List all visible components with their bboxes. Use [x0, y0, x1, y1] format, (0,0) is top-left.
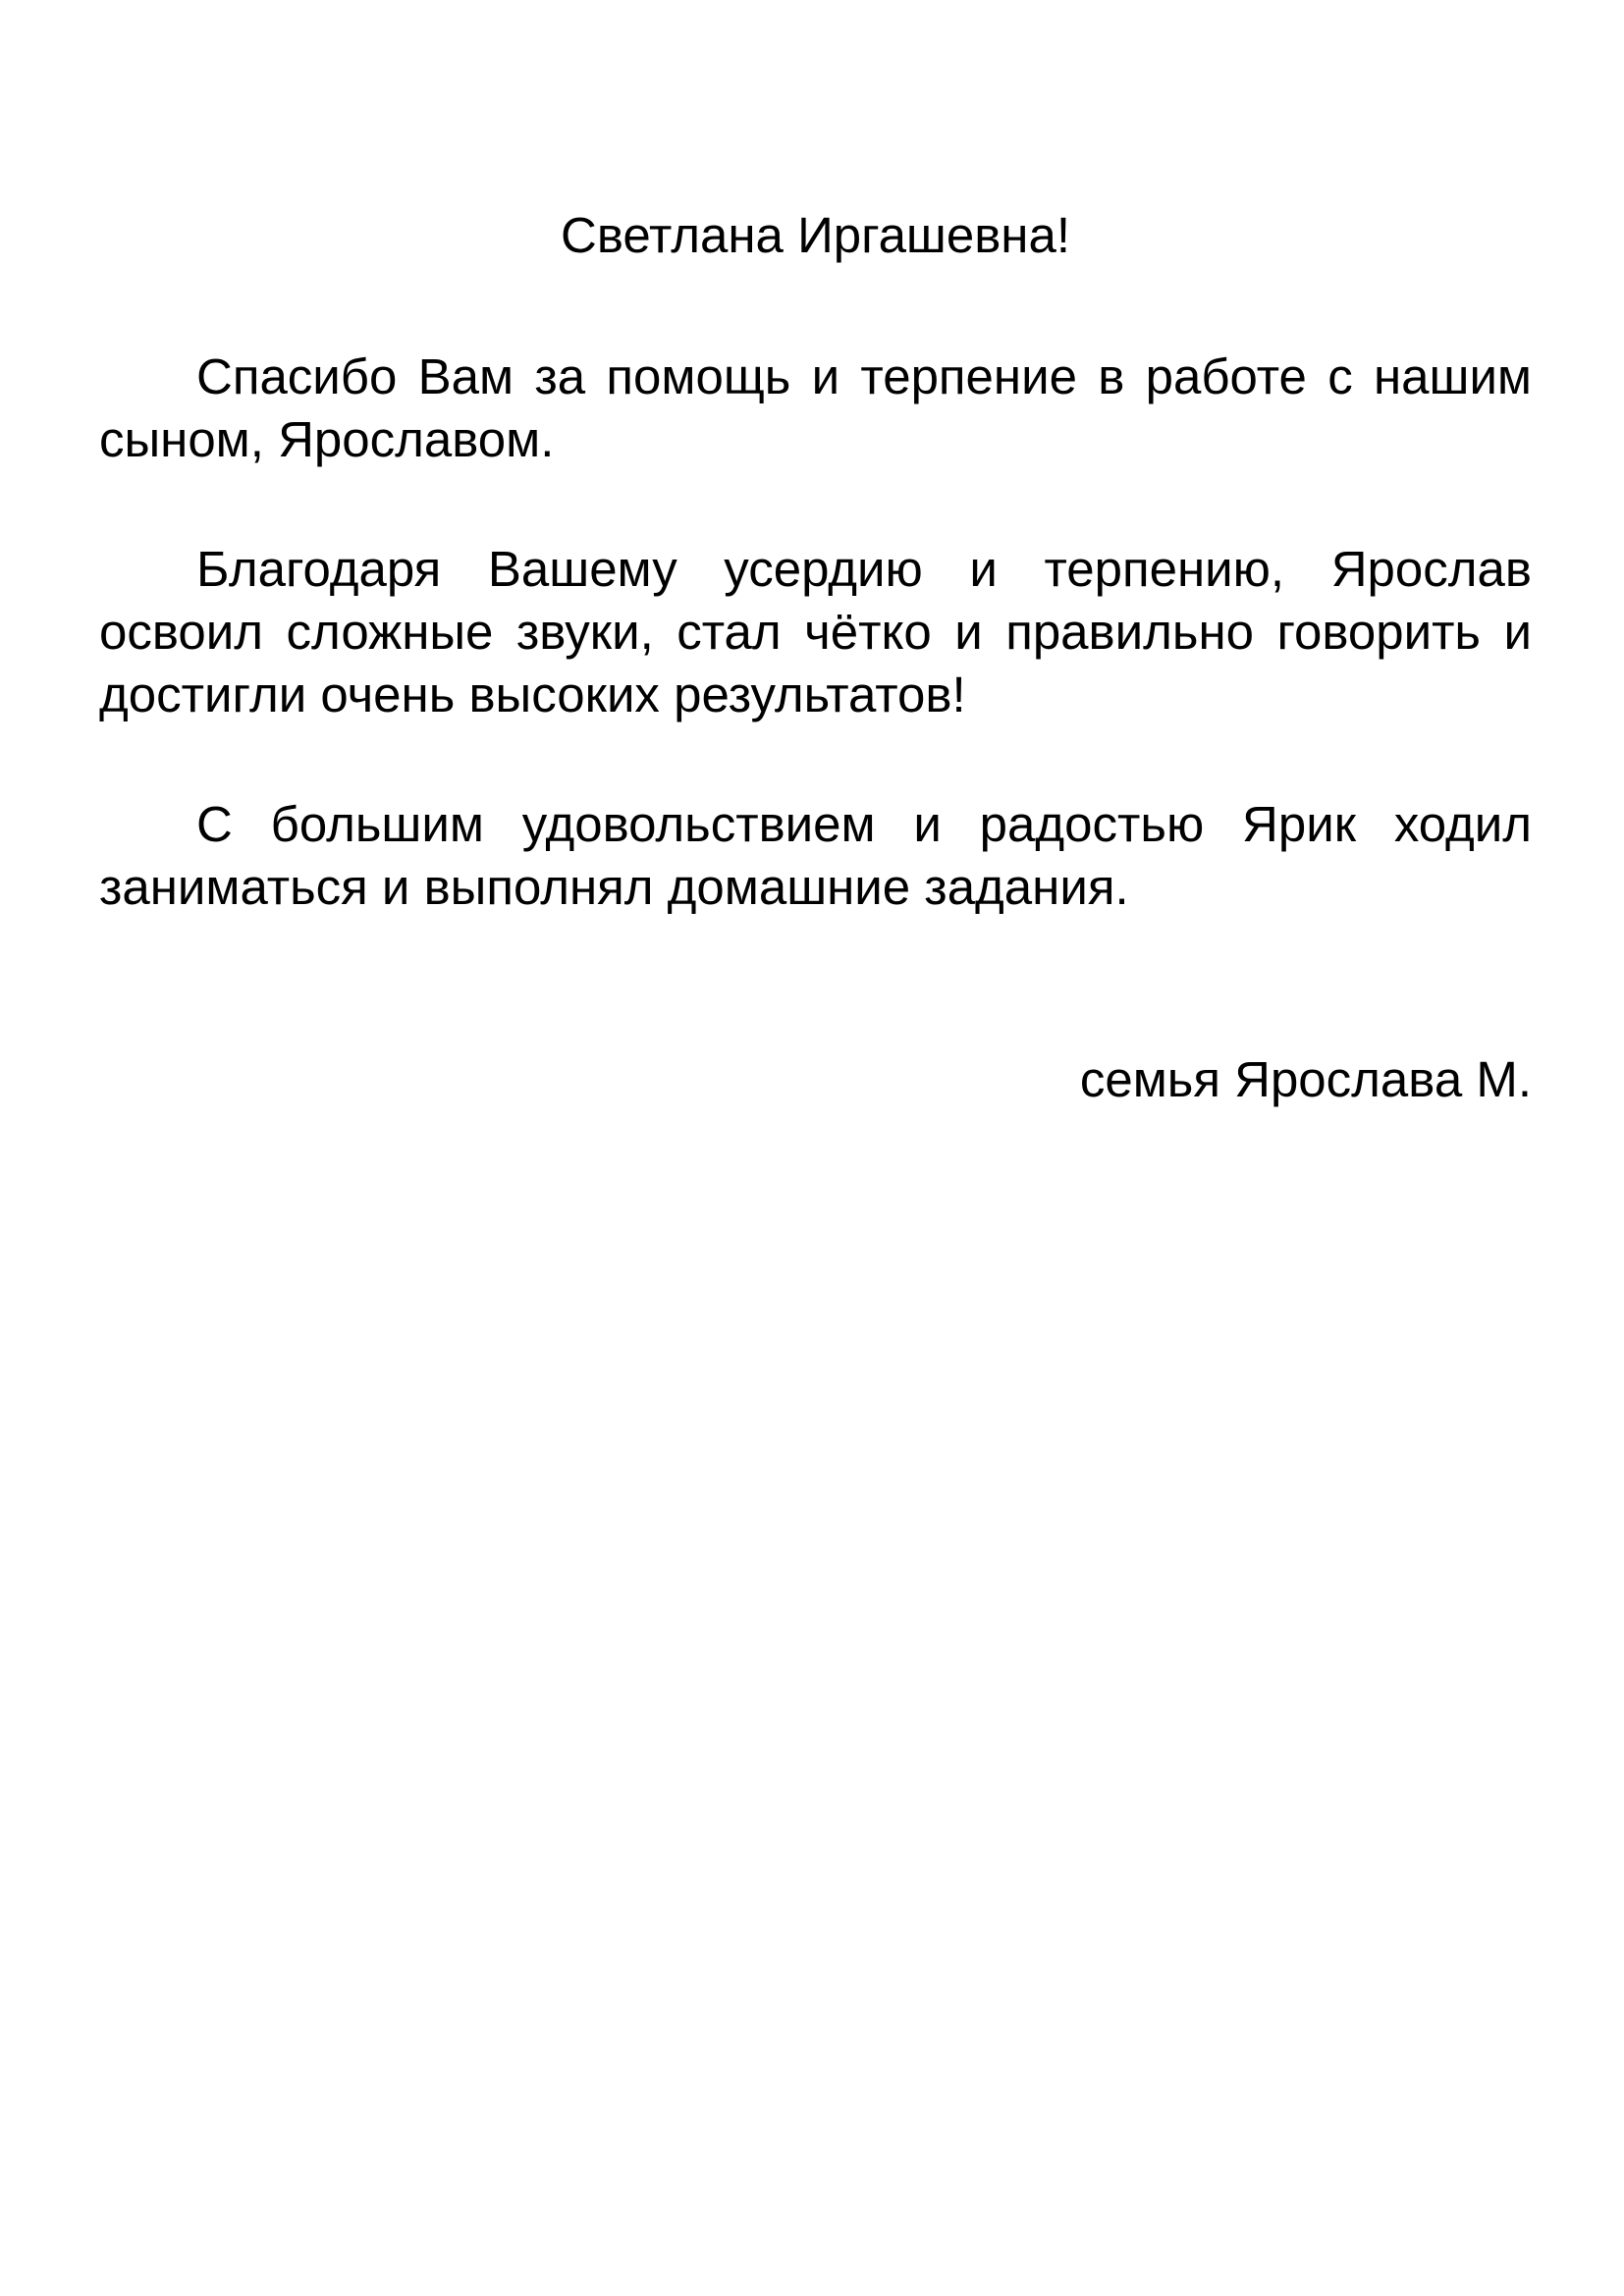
- letter-signature: семья Ярослава М.: [1079, 1051, 1532, 1107]
- letter-paragraph-3: С большим удовольствием и радостью Ярик ходил заниматься и выполнял домашние задания.: [99, 796, 1532, 915]
- letter-paragraph-2: Благодаря Вашему усердию и терпению, Ярослав освоил сложные звуки, стал чётко и правильно говорить и достигли очень высоких результатов!: [99, 541, 1532, 722]
- letter-paragraph-1: Спасибо Вам за помощь и терпение в работе с нашим сыном, Ярославом.: [99, 348, 1532, 467]
- letter-greeting: Светлана Иргашевна!: [560, 207, 1070, 263]
- letter-body: [99, 204, 1532, 1111]
